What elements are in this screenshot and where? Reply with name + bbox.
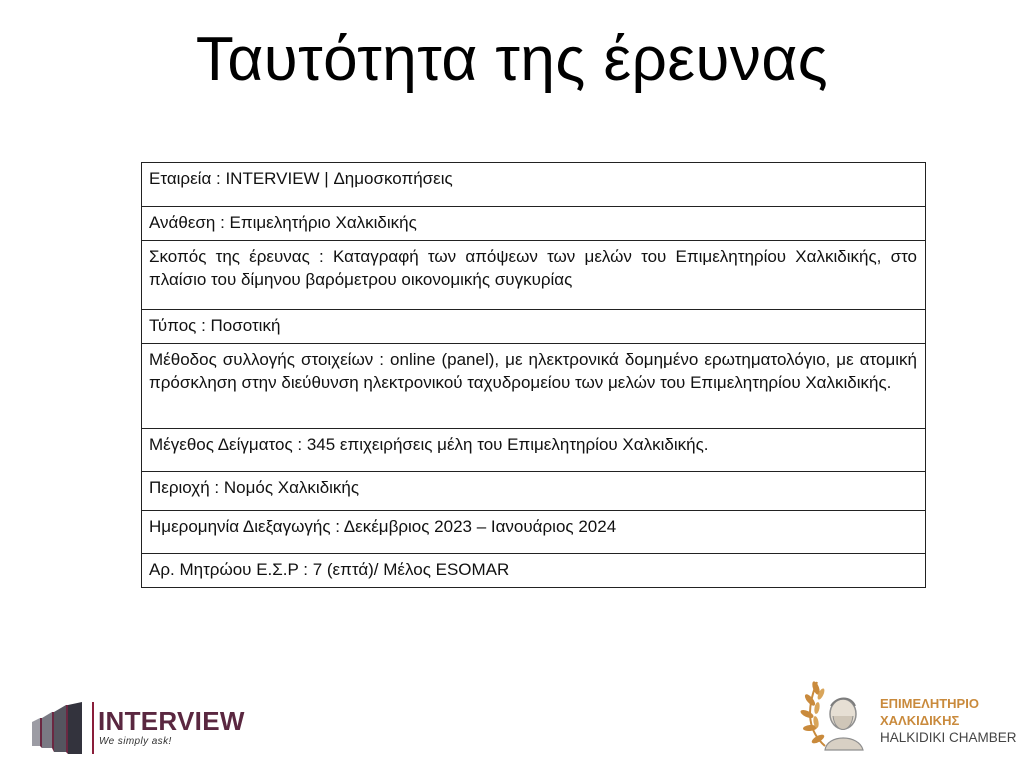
laurel-bust-emblem-icon	[795, 672, 875, 752]
table-row	[142, 472, 926, 511]
row-date: Ημερομηνία Διεξαγωγής : Δεκέμβριος 2023 – Ιανουάριος 2024	[142, 511, 926, 554]
halkidiki-chamber-logo	[795, 672, 1020, 762]
row-company: Εταιρεία : INTERVIEW | Δημοσκοπήσεις	[142, 163, 926, 207]
interview-bars-logo-icon	[30, 700, 86, 756]
table-row	[142, 344, 926, 429]
row-type: Τύπος : Ποσοτική	[142, 310, 926, 344]
logo-divider	[92, 702, 94, 754]
row-registry: Αρ. Μητρώου Ε.Σ.Ρ : 7 (επτά)/ Μέλος ESOMAR	[142, 554, 926, 588]
table-row	[142, 310, 926, 344]
interview-tagline: We simply ask!	[99, 736, 172, 747]
chamber-name-english: HALKIDIKI CHAMBER	[880, 730, 1017, 745]
interview-logo	[30, 700, 270, 756]
survey-info-table	[141, 162, 926, 588]
row-purpose: Σκοπός της έρευνας : Καταγραφή των απόψεων των μελών του Επιμελητηρίου Χαλκιδικής, στο πλαίσιο του δίμηνου βαρόμετρου οικονομικής συγκυρίας	[142, 241, 926, 310]
table-row	[142, 163, 926, 207]
table-row	[142, 554, 926, 588]
slide-title: Ταυτότητα της έρευνας	[195, 25, 829, 94]
chamber-name-greek-1: ΕΠΙΜΕΛΗΤΗΡΙΟ	[880, 696, 979, 711]
row-method: Μέθοδος συλλογής στοιχείων : online (panel), με ηλεκτρονικά δομημένο ερωτηματολόγιο, με ατομική πρόσκληση στην διεύθυνση ηλεκτρονικού ταχυδρομείου των μελών του Επιμελητηρίου Χαλκιδικής.	[142, 344, 926, 429]
table-row	[142, 207, 926, 241]
table-row	[142, 429, 926, 472]
interview-brand-name: INTERVIEW	[98, 706, 245, 736]
table-row	[142, 511, 926, 554]
row-sample-size: Μέγεθος Δείγματος : 345 επιχειρήσεις μέλη του Επιμελητηρίου Χαλκιδικής.	[142, 429, 926, 472]
table-row	[142, 241, 926, 310]
row-commission: Ανάθεση : Επιμελητήριο Χαλκιδικής	[142, 207, 926, 241]
chamber-name-greek-2: ΧΑΛΚΙΔΙΚΗΣ	[880, 713, 960, 728]
row-area: Περιοχή : Νομός Χαλκιδικής	[142, 472, 926, 511]
